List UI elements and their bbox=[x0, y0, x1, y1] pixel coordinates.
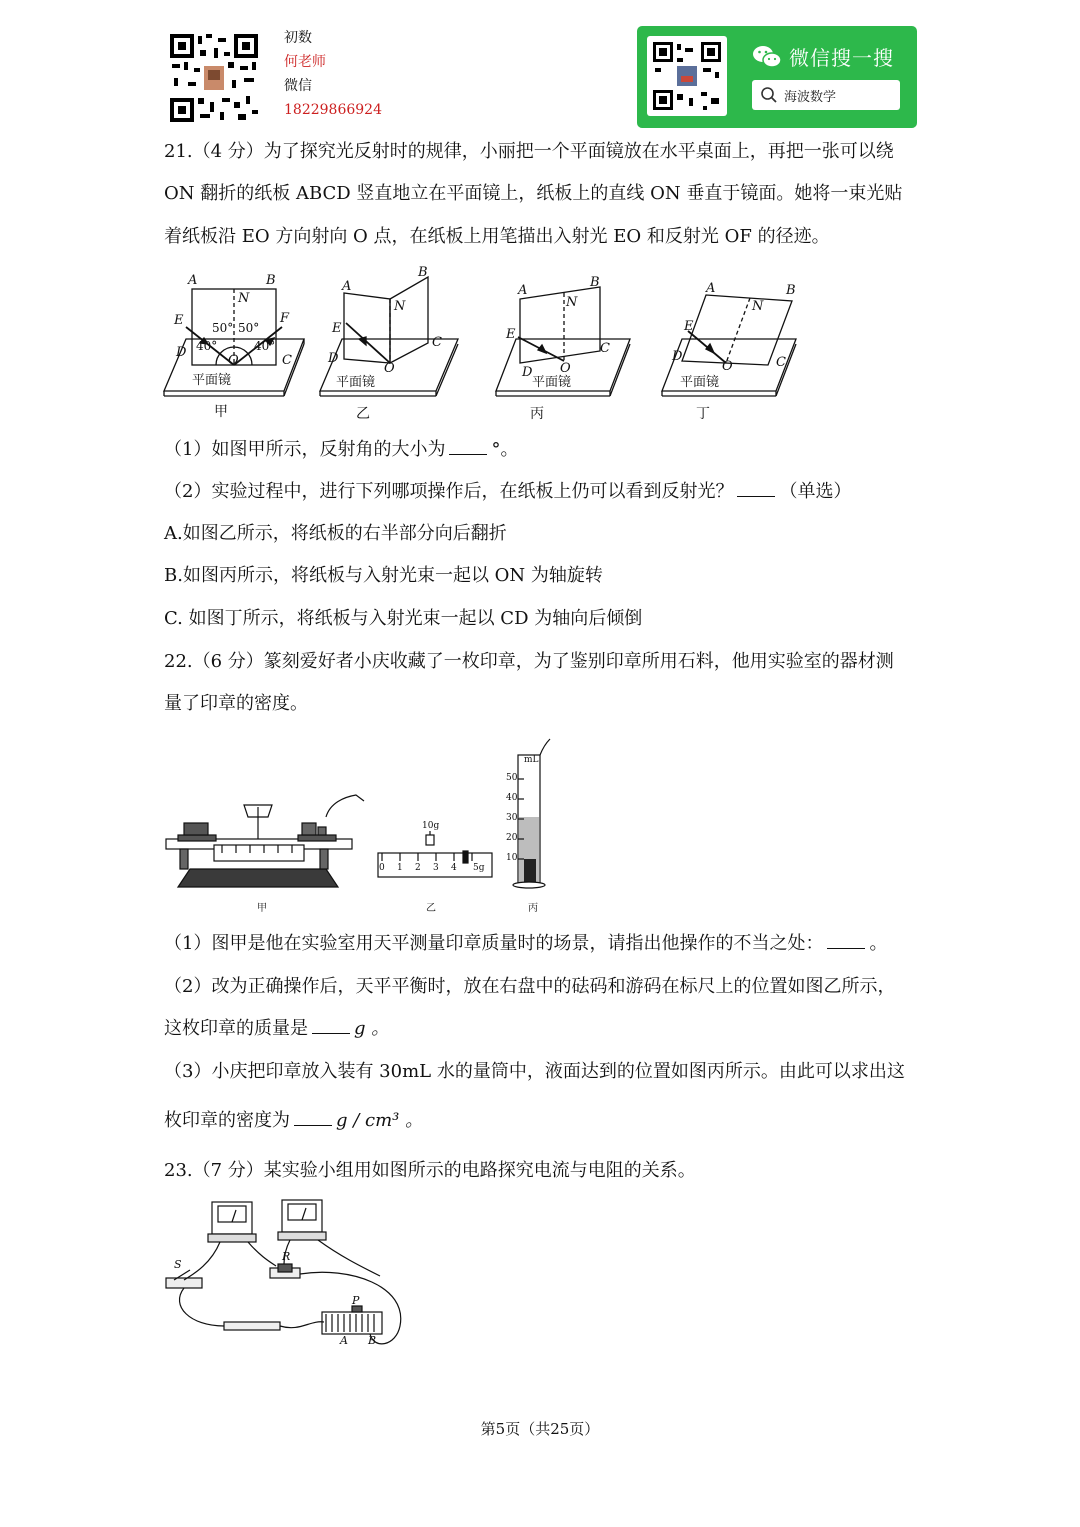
angle-label-3: 40° bbox=[196, 339, 218, 353]
weight-label: 10g bbox=[422, 821, 440, 831]
contact-line-2: 何老师 bbox=[284, 54, 326, 70]
contact-line-4: 18229866924 bbox=[284, 102, 382, 118]
fig-label-D: D bbox=[176, 345, 187, 360]
fig-label-N-ding: N bbox=[752, 299, 764, 314]
fig-label-A: A bbox=[188, 273, 198, 288]
fig-label-O-yi: O bbox=[384, 361, 395, 376]
cylinder-tick-10: 10 bbox=[506, 853, 518, 863]
mirror-label-jia: 平面镜 bbox=[192, 373, 232, 388]
fig-label-B-yi: B bbox=[418, 265, 428, 280]
q22-part3-line-1: （3）小庆把印章放入装有 30mL 水的量筒中，液面达到的位置如图丙所示。由此可以求出这 bbox=[164, 1061, 905, 1082]
caption-bing: 丙 bbox=[530, 406, 544, 422]
q22-figure bbox=[160, 735, 560, 915]
circuit-label-R: R bbox=[282, 1250, 291, 1263]
fig-label-D-bing: D bbox=[522, 365, 533, 380]
fig-label-E-yi: E bbox=[332, 321, 342, 336]
wechat-badge-title: 微信搜一搜 bbox=[789, 46, 894, 70]
cylinder-tick-20: 20 bbox=[506, 833, 518, 843]
fig-label-O: O bbox=[228, 353, 239, 368]
mirror-label-yi: 平面镜 bbox=[336, 375, 376, 390]
fig-label-A-bing: A bbox=[518, 283, 528, 298]
q22-part2 bbox=[164, 1017, 389, 1041]
q21-part2-text: （2）实验过程中，进行下列哪项操作后，在纸板上仍可以看到反射光？ bbox=[164, 481, 734, 502]
fig-label-F: F bbox=[280, 311, 290, 326]
fig-label-B-ding: B bbox=[786, 283, 796, 298]
q21-stem-line-2: ON 翻折的纸板 ABCD 竖直地立在平面镜上，纸板上的直线 ON 垂直于镜面。她将一束光贴 bbox=[164, 183, 903, 204]
figure-jia bbox=[164, 289, 304, 396]
q22-part2-text: 这枚印章的质量是 bbox=[164, 1018, 308, 1039]
fig-label-E-bing: E bbox=[506, 327, 516, 342]
mirror-label-ding: 平面镜 bbox=[680, 375, 720, 390]
scale-tick-4: 4 bbox=[451, 863, 457, 873]
fig-label-B-bing: B bbox=[590, 275, 600, 290]
scale-tick-0: 0 bbox=[379, 863, 385, 873]
angle-label-2: 50° bbox=[238, 321, 260, 335]
angle-label-1: 50° bbox=[212, 321, 234, 335]
wechat-search-text: 海波数学 bbox=[784, 90, 837, 105]
wechat-qr-code bbox=[647, 36, 727, 116]
fig-label-E: E bbox=[174, 313, 184, 328]
answer-blank-q22-2[interactable] bbox=[312, 1019, 350, 1034]
q22-part1-end: 。 bbox=[869, 933, 888, 954]
contact-line-3: 微信 bbox=[284, 78, 312, 94]
circuit-label-A: A bbox=[340, 1334, 348, 1347]
cylinder-tick-50: 50 bbox=[506, 773, 518, 783]
q21-option-c: C. 如图丁所示，将纸板与入射光束一起以 CD 为轴向后倾倒 bbox=[164, 608, 643, 629]
cylinder-tick-30: 30 bbox=[506, 813, 518, 823]
answer-blank-q22-1[interactable] bbox=[827, 934, 865, 949]
q21-part1-unit: °。 bbox=[491, 439, 519, 460]
cylinder-unit: mL bbox=[524, 755, 539, 765]
caption-ding: 丁 bbox=[696, 406, 710, 422]
fig-label-A-yi: A bbox=[342, 279, 352, 294]
fig-label-C: C bbox=[282, 353, 292, 368]
fig-label-N-yi: N bbox=[394, 299, 406, 314]
fig-label-A-ding: A bbox=[706, 281, 716, 296]
caption-bing-22: 丙 bbox=[528, 903, 538, 914]
q21-part2-note: （单选） bbox=[779, 481, 852, 502]
qr-code-left bbox=[168, 32, 260, 124]
angle-label-4: 40° bbox=[254, 339, 276, 353]
q21-stem-line-3: 着纸板沿 EO 方向射向 O 点，在纸板上用笔描出入射光 EO 和反射光 OF 的径迹。 bbox=[164, 226, 830, 247]
fig-label-E-ding: E bbox=[684, 319, 694, 334]
cylinder-tick-40: 40 bbox=[506, 793, 518, 803]
caption-jia-22: 甲 bbox=[257, 903, 267, 914]
circuit-label-B: B bbox=[368, 1334, 377, 1347]
answer-blank-q21-2[interactable] bbox=[737, 482, 775, 497]
circuit-label-P: P bbox=[352, 1294, 360, 1307]
fig-label-C-ding: C bbox=[776, 355, 786, 370]
answer-blank-q22-3[interactable] bbox=[294, 1111, 332, 1126]
q21-figure bbox=[160, 265, 810, 425]
scale-tick-5: 5g bbox=[473, 863, 485, 873]
q22-part3-unit: g / cm³ 。 bbox=[336, 1110, 424, 1131]
fig-label-O-bing: O bbox=[560, 361, 571, 376]
scale-tick-2: 2 bbox=[415, 863, 421, 873]
fig-label-O-ding: O bbox=[722, 359, 733, 374]
q22-part2-line-1: （2）改为正确操作后，天平平衡时，放在右盘中的砝码和游码在标尺上的位置如图乙所示， bbox=[164, 976, 896, 997]
page-footer: 第5页（共25页） bbox=[480, 1420, 600, 1438]
fig-label-B: B bbox=[266, 273, 276, 288]
q21-part1-text: （1）如图甲所示，反射角的大小为 bbox=[164, 439, 446, 460]
caption-yi-22: 乙 bbox=[426, 903, 436, 914]
fig-label-C-bing: C bbox=[600, 341, 610, 356]
q23-circuit-figure bbox=[160, 1196, 410, 1356]
wechat-search-badge[interactable] bbox=[637, 26, 917, 128]
q22-part1-text: （1）图甲是他在实验室用天平测量印章质量时的场景，请指出他操作的不当之处： bbox=[164, 933, 824, 954]
scale-tick-3: 3 bbox=[433, 863, 439, 873]
q21-part2 bbox=[164, 480, 851, 504]
answer-blank-q21-1[interactable] bbox=[449, 440, 487, 455]
wechat-logo-icon bbox=[752, 44, 782, 70]
fig-label-D-yi: D bbox=[328, 351, 339, 366]
q22-stem-line-2: 量了印章的密度。 bbox=[164, 693, 308, 714]
fig-label-N: N bbox=[238, 291, 250, 306]
fig-label-N-bing: N bbox=[566, 295, 578, 310]
q22-part3 bbox=[164, 1109, 423, 1133]
caption-jia: 甲 bbox=[214, 404, 228, 420]
q22-part1 bbox=[164, 932, 887, 956]
q22-part2-unit: g 。 bbox=[354, 1018, 390, 1039]
q21-part1 bbox=[164, 438, 518, 462]
fig-label-C-yi: C bbox=[432, 335, 442, 350]
q21-option-a: A.如图乙所示，将纸板的右半部分向后翻折 bbox=[164, 523, 507, 544]
q22-part3-text: 枚印章的密度为 bbox=[164, 1110, 290, 1131]
search-icon bbox=[760, 86, 778, 108]
q22-stem-line-1: 22.（6 分）篆刻爱好者小庆收藏了一枚印章，为了鉴别印章所用石料，他用实验室的器材测 bbox=[164, 651, 894, 672]
mirror-label-bing: 平面镜 bbox=[532, 375, 572, 390]
wechat-search-box[interactable] bbox=[752, 80, 900, 110]
circuit-label-S: S bbox=[174, 1258, 182, 1271]
caption-yi: 乙 bbox=[356, 406, 370, 422]
scale-tick-1: 1 bbox=[397, 863, 403, 873]
q21-option-b: B.如图丙所示，将纸板与入射光束一起以 ON 为轴旋转 bbox=[164, 565, 603, 586]
contact-line-1: 初数 bbox=[284, 30, 312, 46]
q21-stem-line-1: 21.（4 分）为了探究光反射时的规律，小丽把一个平面镜放在水平桌面上，再把一张可以绕 bbox=[164, 141, 894, 162]
fig-label-D-ding: D bbox=[672, 349, 683, 364]
q23-stem: 23.（7 分）某实验小组用如图所示的电路探究电流与电阻的关系。 bbox=[164, 1160, 696, 1181]
balance-jia bbox=[166, 795, 364, 887]
